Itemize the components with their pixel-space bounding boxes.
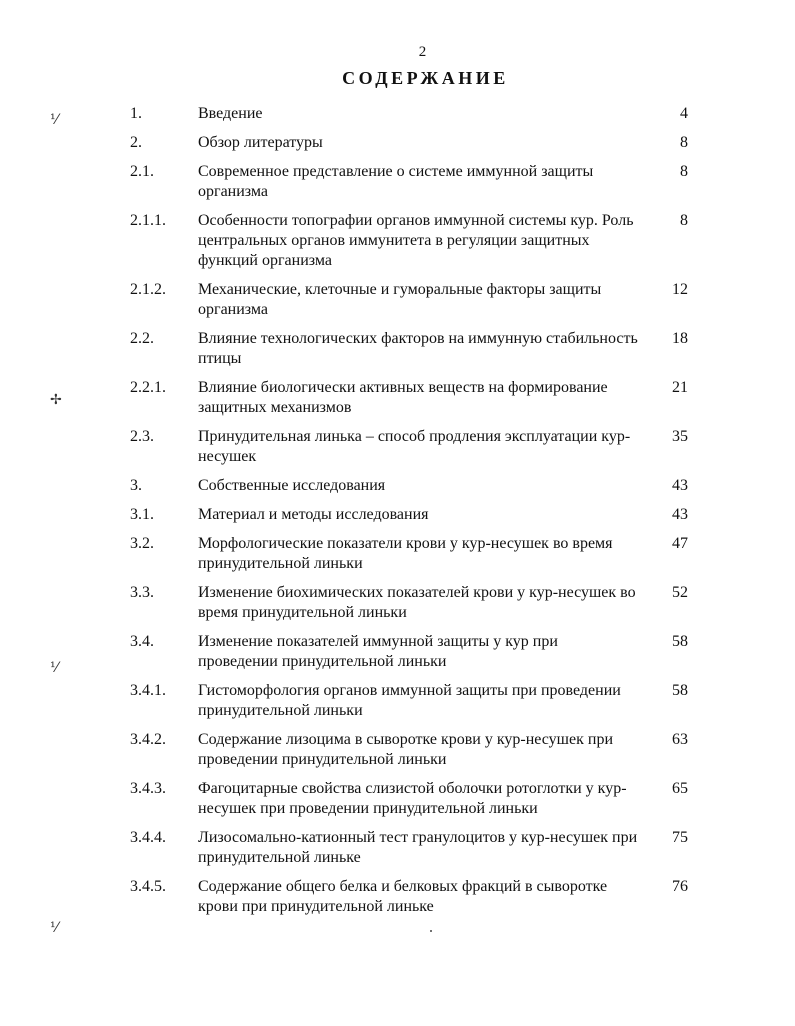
- toc-entry-title: Механические, клеточные и гуморальные факторы защиты организма: [198, 281, 602, 318]
- toc-entry-page: 47: [672, 535, 688, 552]
- toc-entry: [126, 162, 696, 202]
- scan-speck: [430, 930, 432, 932]
- toc-entry: [126, 280, 696, 320]
- toc-entry-number: 3.4.5.: [130, 878, 166, 895]
- toc-entry-number: 3.4.1.: [130, 682, 166, 699]
- toc-entry: [126, 378, 696, 418]
- toc-entry: [126, 133, 696, 153]
- toc-entry-title: Лизосомально-катионный тест гранулоцитов у кур-несушек при принудительной линьке: [198, 829, 638, 866]
- toc-entry-number: 2.2.: [130, 330, 154, 347]
- toc-entry-page: 8: [680, 163, 688, 180]
- toc-entry-number: 1.: [130, 105, 142, 122]
- toc-entry-title: Принудительная линька – способ продления эксплуатации кур-несушек: [198, 428, 631, 465]
- toc-entry-title: Влияние биологически активных веществ на формирование защитных механизмов: [198, 379, 608, 416]
- toc-entry-page: 52: [672, 584, 688, 601]
- margin-mark: ⅟: [50, 661, 58, 676]
- toc-entry-number: 2.3.: [130, 428, 154, 445]
- toc-entry-number: 3.1.: [130, 506, 154, 523]
- margin-mark: ⅟: [50, 921, 58, 936]
- toc-entry-title: Фагоцитарные свойства слизистой оболочки ротоглотки у кур-несушек при проведении принудительной линьки: [198, 780, 627, 817]
- toc-entry: [126, 828, 696, 868]
- toc-entry: [126, 779, 696, 819]
- toc-entry-number: 3.3.: [130, 584, 154, 601]
- toc-entry-number: 3.4.3.: [130, 780, 166, 797]
- toc-entry-number: 3.4.2.: [130, 731, 166, 748]
- toc-entry-page: 63: [672, 731, 688, 748]
- toc-entry-number: 2.2.1.: [130, 379, 166, 396]
- toc-entry-page: 8: [680, 134, 688, 151]
- toc-entry-title: Содержание общего белка и белковых фракций в сыворотке крови при принудительной линьке: [198, 878, 608, 915]
- toc-entry-title: Содержание лизоцима в сыворотке крови у кур-несушек при проведении принудительной линьки: [198, 731, 613, 768]
- toc-entry-number: 3.4.: [130, 633, 154, 650]
- toc-entry-page: 12: [672, 281, 688, 298]
- toc-entry-page: 4: [680, 105, 688, 122]
- toc-entry-number: 2.1.: [130, 163, 154, 180]
- toc-entry-number: 3.4.4.: [130, 829, 166, 846]
- toc-entry-page: 76: [672, 878, 688, 895]
- toc-entry-number: 2.: [130, 134, 142, 151]
- margin-mark: ⅟: [50, 113, 58, 128]
- toc-entry-title: Введение: [198, 105, 263, 122]
- margin-mark: ✢: [50, 393, 62, 408]
- toc-entry: [126, 534, 696, 574]
- toc-entry-title: Обзор литературы: [198, 134, 323, 151]
- toc-entry-title: Гистоморфология органов иммунной защиты при проведении принудительной линьки: [198, 682, 621, 719]
- toc-entry: [126, 583, 696, 623]
- toc-entry-page: 43: [672, 477, 688, 494]
- toc-entry-page: 8: [680, 212, 688, 229]
- toc-entry-number: 2.1.1.: [130, 212, 166, 229]
- toc-entry-title: Изменение биохимических показателей крови у кур-несушек во время принудительной линьки: [198, 584, 636, 621]
- toc-entry-page: 58: [672, 633, 688, 650]
- toc-entry-title: Изменение показателей иммунной защиты у кур при проведении принудительной линьки: [198, 633, 558, 670]
- toc-entry-title: Влияние технологических факторов на иммунную стабильность птицы: [198, 330, 638, 367]
- toc-entry-page: 43: [672, 506, 688, 523]
- toc-entry: [126, 632, 696, 672]
- toc-entry-page: 21: [672, 379, 688, 396]
- toc-entry: [126, 730, 696, 770]
- toc-entry-page: 75: [672, 829, 688, 846]
- toc-entry: [126, 329, 696, 369]
- toc-entry-page: 35: [672, 428, 688, 445]
- toc-entry: [126, 681, 696, 721]
- table-of-contents: [126, 104, 696, 926]
- toc-entry-number: 2.1.2.: [130, 281, 166, 298]
- toc-entry-page: 65: [672, 780, 688, 797]
- toc-entry: [126, 104, 696, 124]
- toc-entry: [126, 427, 696, 467]
- page-title: СОДЕРЖАНИЕ: [342, 68, 509, 88]
- toc-entry-title: Современное представление о системе иммунной защиты организма: [198, 163, 594, 200]
- toc-entry-title: Морфологические показатели крови у кур-несушек во время принудительной линьки: [198, 535, 613, 572]
- toc-entry: [126, 476, 696, 496]
- toc-entry: [126, 877, 696, 917]
- toc-entry-number: 3.: [130, 477, 142, 494]
- toc-entry-page: 58: [672, 682, 688, 699]
- toc-entry: [126, 505, 696, 525]
- toc-entry-title: Особенности топографии органов иммунной системы кур. Роль центральных органов иммунитета в регуляции защитных функций организма: [198, 212, 634, 269]
- toc-entry-page: 18: [672, 330, 688, 347]
- toc-entry-title: Собственные исследования: [198, 477, 386, 494]
- toc-entry-number: 3.2.: [130, 535, 154, 552]
- toc-entry: [126, 211, 696, 271]
- page-number: 2: [418, 44, 427, 60]
- toc-entry-title: Материал и методы исследования: [198, 506, 429, 523]
